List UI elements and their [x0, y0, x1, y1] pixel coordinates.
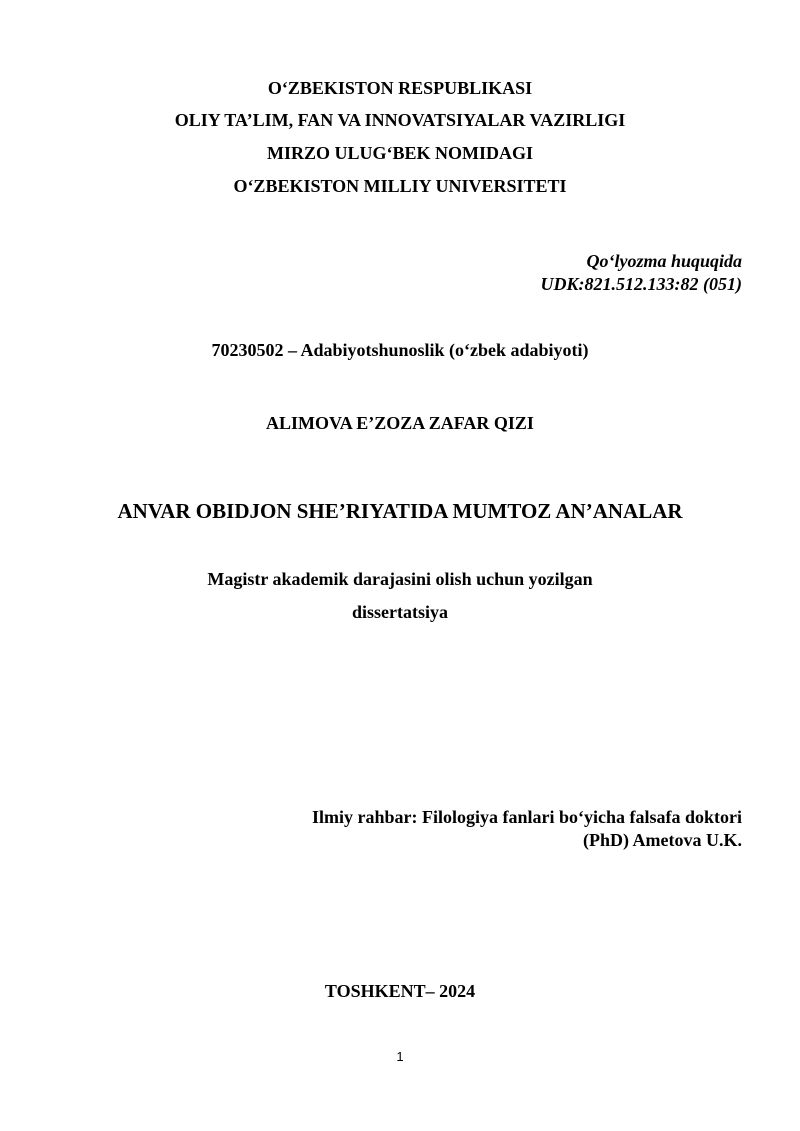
manuscript-rights: Qo‘lyozma huquqida: [586, 251, 742, 271]
dissertation-title: ANVAR OBIDJON SHE’RIYATIDA MUMTOZ AN’ANALAR: [117, 499, 683, 523]
page-number: 1: [396, 1049, 404, 1064]
ministry-line-named-after: MIRZO ULUG‘BEK NOMIDAGI: [266, 143, 533, 163]
supervisor-line-1: Ilmiy rahbar: Filologiya fanlari bo‘yicha falsafa doktori: [312, 807, 742, 827]
ministry-line-ministry: OLIY TA’LIM, FAN VA INNOVATSIYALAR VAZIRLIGI: [174, 110, 626, 130]
udk-code: UDK:821.512.133:82 (051): [540, 274, 742, 294]
author-name: ALIMOVA E’ZOZA ZAFAR QIZI: [266, 413, 534, 433]
ministry-line-university: O‘ZBEKISTON MILLIY UNIVERSITETI: [233, 176, 567, 196]
specialty-code: 70230502 – Adabiyotshunoslik (o‘zbek adabiyoti): [211, 340, 589, 360]
degree-line-2: dissertatsiya: [352, 602, 448, 622]
ministry-line-republic: O‘ZBEKISTON RESPUBLIKASI: [267, 78, 533, 98]
supervisor-line-2: (PhD) Ametova U.K.: [583, 830, 742, 850]
degree-line-1: Magistr akademik darajasini olish uchun yozilgan: [207, 569, 593, 589]
city-year: TOSHKENT– 2024: [324, 981, 476, 1001]
